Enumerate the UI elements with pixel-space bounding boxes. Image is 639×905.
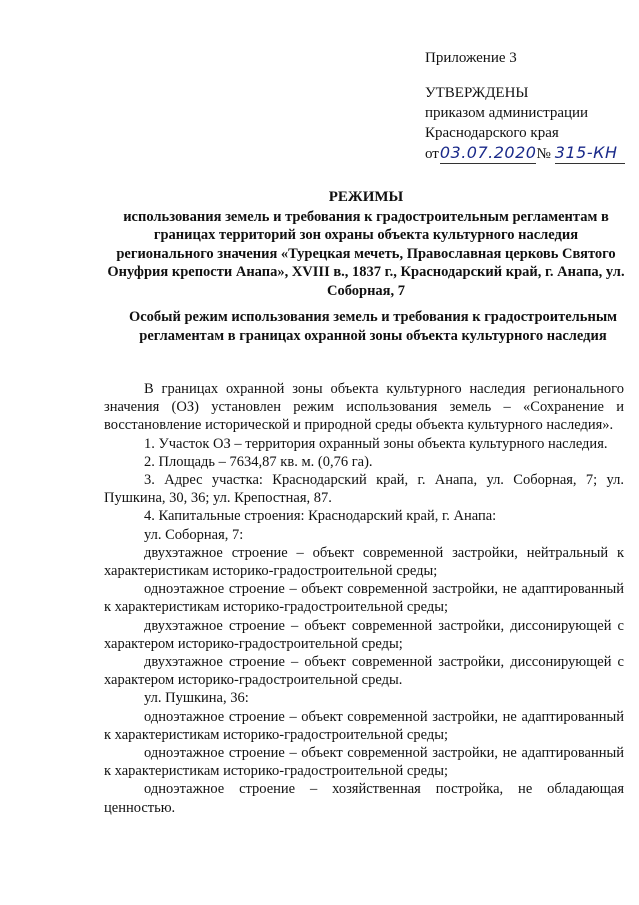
- from-prefix: от: [425, 146, 439, 162]
- paragraph: ул. Пушкина, 36:: [144, 690, 249, 707]
- section-subtitle: Особый режим использования земель и требования к градостроительным регламентам в границах охранной зоны объекта культурного наследия: [128, 309, 618, 344]
- number-sign: №: [536, 146, 551, 162]
- order-date-number-line: [425, 143, 635, 164]
- paragraph: одноэтажное строение – объект современной застройки, не адаптированный к характеристикам историко-градостроительной среды;: [104, 708, 624, 743]
- approval-block: [425, 48, 635, 164]
- paragraph: одноэтажное строение – объект современной застройки, не адаптированный к характеристикам историко-градостроительной среды;: [104, 745, 624, 780]
- paragraph: ул. Соборная, 7:: [144, 526, 244, 543]
- approved-by-line: приказом администрации: [425, 105, 589, 121]
- approved-heading: УТВЕРЖДЕНЫ: [425, 85, 529, 101]
- paragraph: одноэтажное строение – хозяйственная постройка, не обладающая ценностью.: [104, 781, 624, 816]
- paragraph: В границах охранной зоны объекта культурного наследия регионального значения (ОЗ) установлен режим использования земель – «Сохранение и восстановление исторической и природной среды объекта культурного наследия».: [104, 381, 624, 434]
- paragraph: 4. Капитальные строения: Краснодарский край, г. Анапа:: [144, 508, 497, 525]
- title-text: использования земель и требования к градостроительным регламентам в границах территорий зон охраны объекта культурного наследия регионального значения «Турецкая мечеть, Православная церковь Святого Онуфрия крепости Анапа», XVIII в., 1837 г., Краснодарский край, г. Анапа, ул. Соборная, 7: [107, 208, 625, 299]
- document-body: [104, 380, 624, 817]
- paragraph: 1. Участок ОЗ – территория охранный зоны объекта культурного наследия.: [144, 435, 608, 452]
- paragraph: одноэтажное строение – объект современной застройки, не адаптированный к характеристикам историко-градостроительной среды;: [104, 581, 624, 616]
- title-heading: РЕЖИМЫ: [328, 189, 404, 205]
- handwritten-date: 03.07.2020: [439, 143, 537, 162]
- paragraph: двухэтажное строение – объект современной застройки, диссонирующей с характером историко-градостроительной среды.: [104, 654, 624, 689]
- paragraph: 3. Адрес участка: Краснодарский край, г. Анапа, ул. Соборная, 7; ул. Пушкина, 30, 36; ул. Крепостная, 87.: [104, 472, 624, 507]
- appendix-label: Приложение 3: [425, 50, 517, 66]
- paragraph: двухэтажное строение – объект современной застройки, нейтральный к характеристикам историко-градостроительной среды;: [104, 544, 624, 580]
- handwritten-number: 315-КН: [555, 143, 626, 164]
- approved-region-line: Краснодарского края: [425, 125, 559, 141]
- paragraph: 2. Площадь – 7634,87 кв. м. (0,76 га).: [144, 453, 373, 470]
- paragraph: двухэтажное строение – объект современной застройки, диссонирующей с характером историко-градостроительной среды;: [104, 617, 624, 652]
- document-title: [104, 188, 628, 300]
